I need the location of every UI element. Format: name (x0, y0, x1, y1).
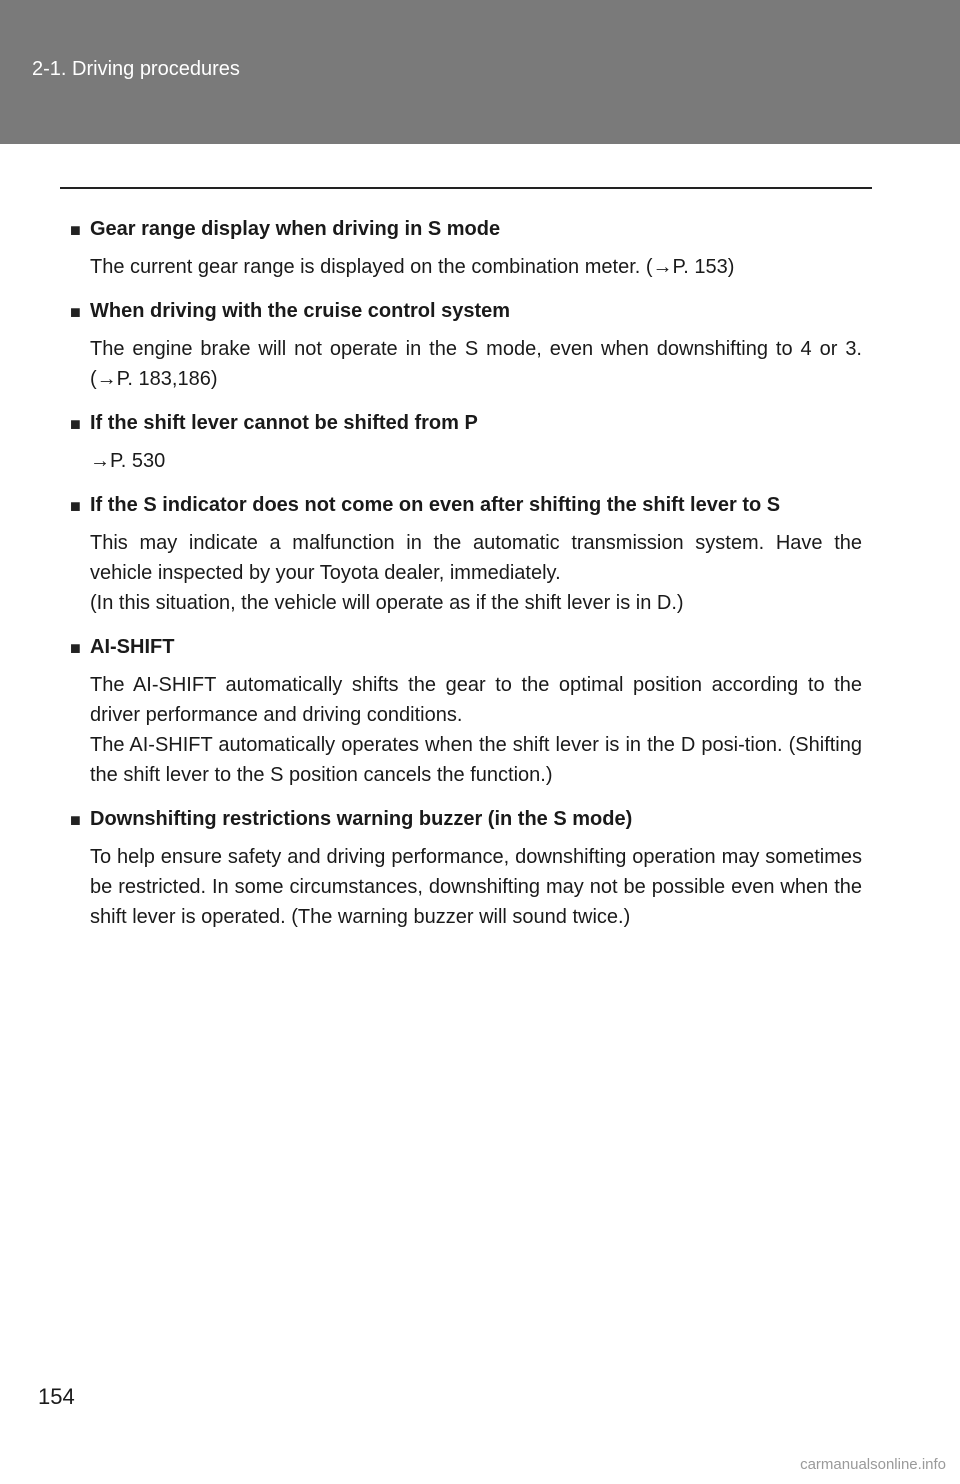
list-item (70, 296, 862, 394)
list-item (70, 408, 862, 476)
item-heading-text: AI-SHIFT (90, 636, 175, 658)
divider-rule (60, 187, 872, 189)
list-item (70, 214, 862, 282)
item-heading (70, 632, 862, 662)
item-paragraph: To help ensure safety and driving performance, downshifting operation may sometimes be restricted. In some circumstances, downshifting may not be possible even when the shift lever is operated. (The warning buzzer will sound twice.) (90, 846, 862, 928)
item-paragraph: (In this situation, the vehicle will operate as if the shift lever is in D.) (90, 592, 684, 614)
watermark: carmanualsonline.info (800, 1456, 946, 1473)
square-bullet-icon: ■ (70, 496, 81, 516)
item-body (70, 528, 862, 618)
list-item (70, 490, 862, 618)
item-heading-text: If the S indicator does not come on even after shifting the shift lever to S (90, 494, 781, 516)
page-header (0, 0, 960, 144)
item-paragraph: The AI-SHIFT automatically operates when the shift lever is in the D posi-tion. (Shifting the shift lever to the S position cancels the function.) (90, 734, 862, 786)
item-body (70, 334, 862, 394)
list-item (70, 632, 862, 790)
square-bullet-icon: ■ (70, 638, 81, 658)
item-heading-text: When driving with the cruise control system (90, 300, 511, 322)
item-heading (70, 408, 862, 438)
item-heading (70, 296, 862, 326)
list-item (70, 804, 862, 932)
item-heading (70, 804, 862, 834)
square-bullet-icon: ■ (70, 810, 81, 830)
square-bullet-icon: ■ (70, 414, 81, 434)
item-body (70, 252, 862, 282)
item-body (70, 842, 862, 932)
item-paragraph: The AI-SHIFT automatically shifts the gear to the optimal position according to the driver performance and driving conditions. (90, 674, 862, 726)
item-heading (70, 214, 862, 244)
item-paragraph: This may indicate a malfunction in the automatic transmission system. Have the vehicle inspected by your Toyota dealer, immediately. (90, 532, 862, 584)
section-title: 2-1. Driving procedures (32, 58, 240, 80)
item-body (70, 670, 862, 790)
item-heading-text: Gear range display when driving in S mode (90, 218, 501, 240)
square-bullet-icon: ■ (70, 302, 81, 322)
page-number: 154 (38, 1384, 75, 1409)
item-paragraph: →P. 530 (90, 450, 166, 472)
square-bullet-icon: ■ (70, 220, 81, 240)
item-body (70, 446, 862, 476)
item-heading (70, 490, 862, 520)
main-content (70, 214, 862, 946)
item-heading-text: If the shift lever cannot be shifted from P (90, 412, 478, 434)
item-paragraph: The engine brake will not operate in the S mode, even when downshifting to 4 or 3. (→P. 183,186) (90, 338, 862, 390)
item-paragraph: The current gear range is displayed on the combination meter. (→P. 153) (90, 256, 735, 278)
item-heading-text: Downshifting restrictions warning buzzer (in the S mode) (90, 808, 633, 830)
